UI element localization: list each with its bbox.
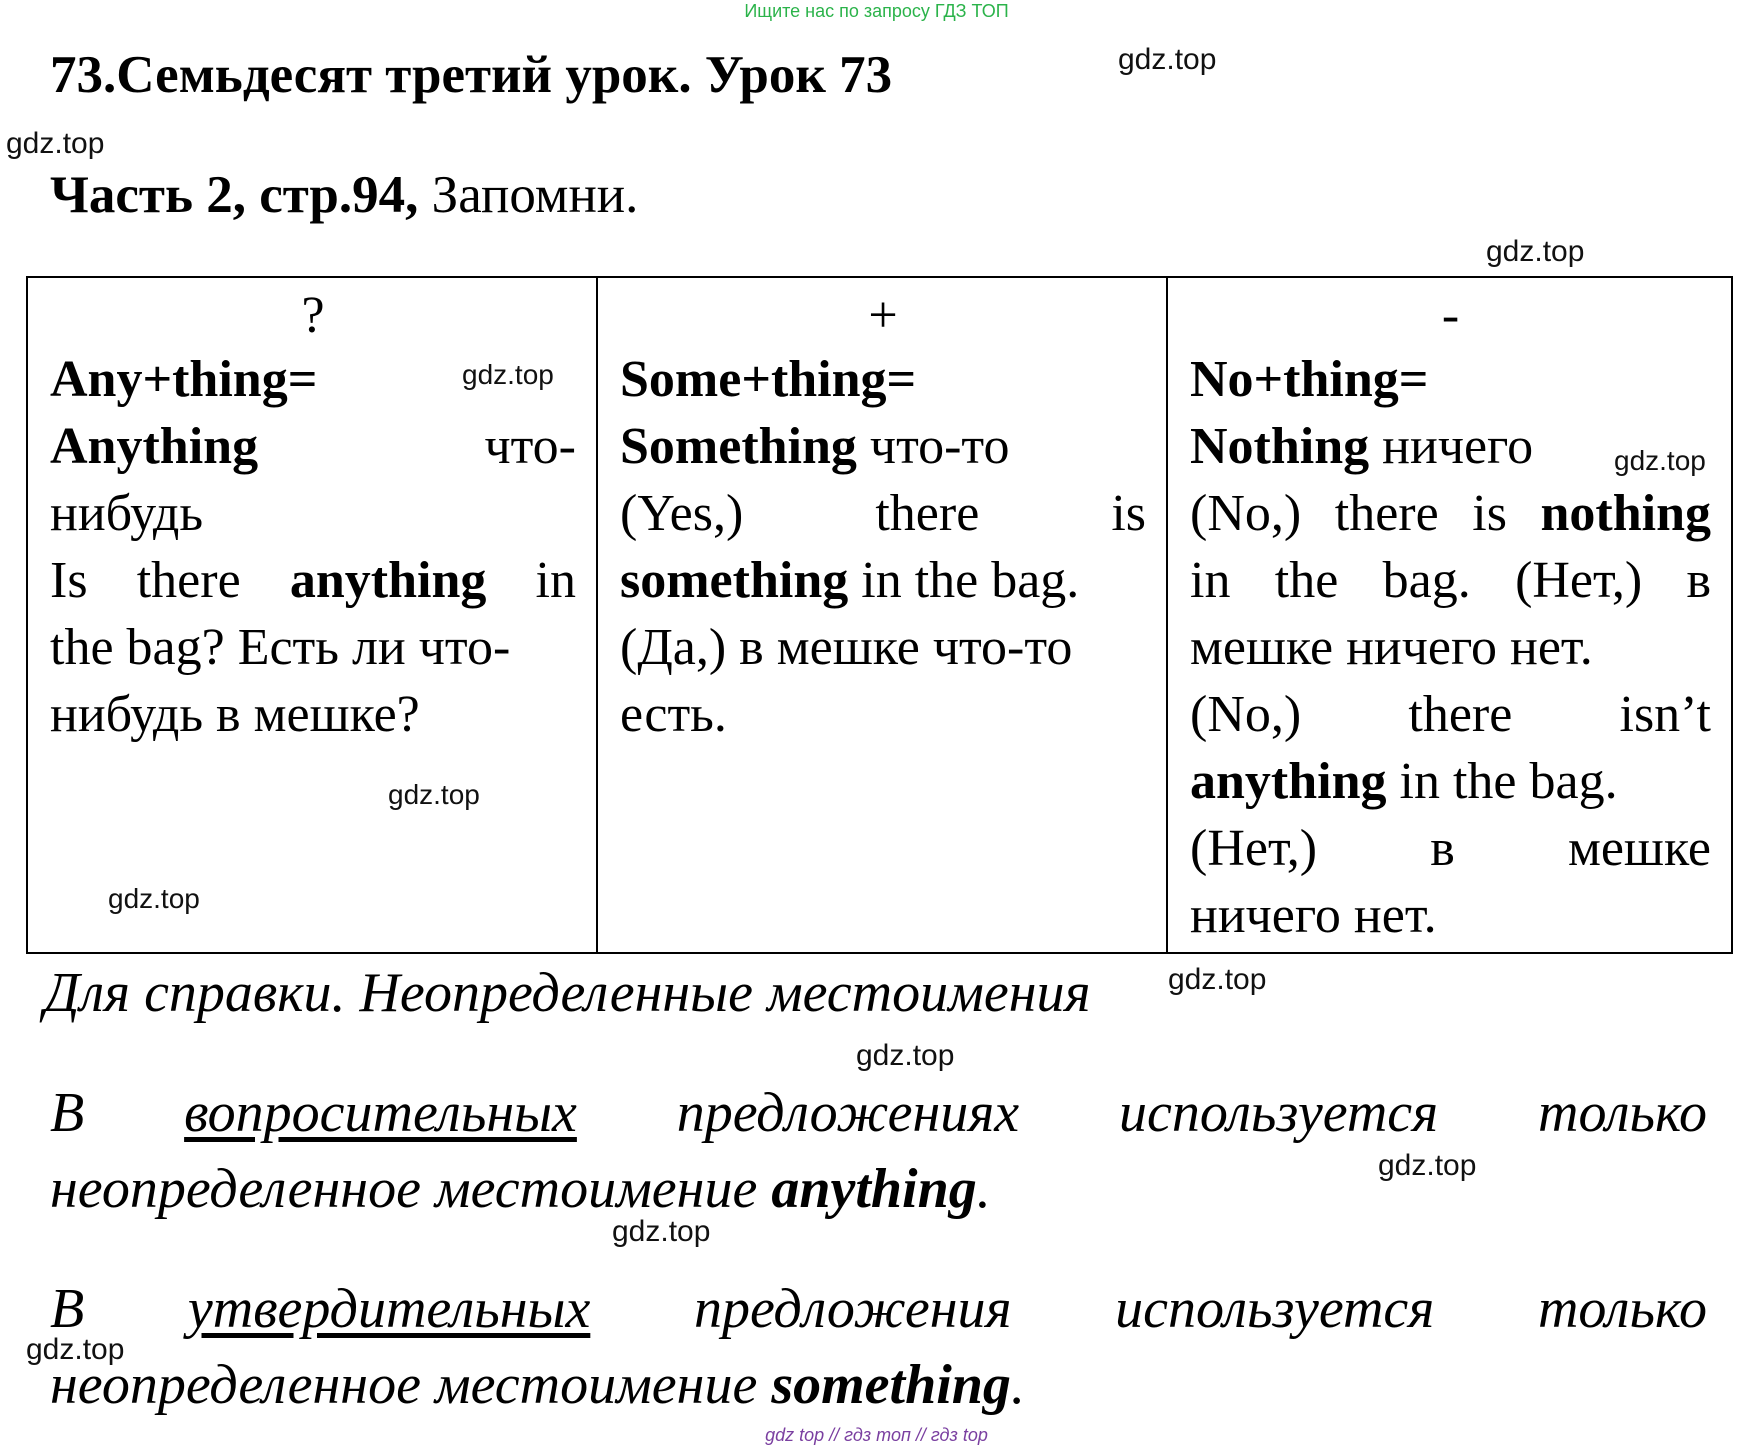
anything-translation-b: нибудь [50,485,204,542]
nothing-formula: No+thing= [1190,351,1429,408]
pronoun-table [26,276,1733,954]
affirmative-word: утвердительных [187,1278,591,1340]
watermark: gdz.top [1486,235,1585,268]
minus-symbol: - [1441,287,1460,344]
anything-formula: Any+thing= [50,351,318,408]
bottom-banner: gdz top // гдз топ // гдз top [765,1425,988,1445]
question-column [27,277,597,953]
nothing-example-line4: (No,) there isn’t [1190,686,1712,743]
plus-symbol: + [868,287,898,344]
remember-label: Запомни. [418,166,639,224]
rule2-line2: неопределенное местоимение something. [50,1354,1025,1416]
top-banner: Ищите нас по запросу ГДЗ ТОП [744,1,1009,21]
watermark: gdz.top [462,359,554,390]
watermark: gdz.top [6,127,105,160]
positive-column [597,277,1167,953]
part-page-bold: Часть 2, стр.94, [50,166,419,224]
anything-translation-a: что- [484,418,576,475]
watermark: gdz.top [388,779,480,810]
something-example-line2: something in the bag. [620,552,1080,609]
nothing-example-line6: (Нет,) в мешке [1190,820,1712,877]
watermark: gdz.top [612,1215,711,1248]
watermark: gdz.top [108,883,200,914]
nothing-example-line7: ничего нет. [1190,887,1437,944]
something-translation: что-то [856,418,1010,475]
nothing-translation: ничего [1369,418,1534,475]
interrogative-word: вопросительных [184,1082,577,1144]
something-keyword: something [771,1354,1011,1416]
something-example-line3: (Да,) в мешке что-то [620,619,1073,676]
watermark: gdz.top [1118,43,1217,76]
watermark: gdz.top [1614,445,1706,476]
watermark: gdz.top [26,1333,125,1366]
rule1-line1: В вопросительных предложениях используется только [50,1082,1708,1144]
nothing-example-line2: in the bag. (Нет,) в [1190,552,1712,609]
watermark: gdz.top [1378,1149,1477,1182]
watermark: gdz.top [856,1039,955,1072]
part-page-line [50,160,638,230]
nothing-word: Nothing [1190,418,1370,475]
question-symbol: ? [301,287,325,344]
something-formula: Some+thing= [620,351,917,408]
something-example-line1: (Yes,) there is [620,485,1147,542]
nothing-example-line1: (No,) there is nothing [1190,485,1712,542]
anything-word: Anything [50,418,259,475]
nothing-example-line5: anything in the bag. [1190,753,1618,810]
negative-column [1167,277,1732,953]
lesson-title: 73.Семьдесят третий урок. Урок 73 [50,46,893,104]
rule1-line2: неопределенное местоимение anything. [50,1158,991,1220]
reference-heading: Для справки. Неопределенные местоимения [44,962,1091,1024]
something-example-line4: есть. [620,686,727,743]
something-word: Something [620,418,857,475]
anything-keyword: anything [771,1158,977,1220]
nothing-example-line3: мешке ничего нет. [1190,619,1593,676]
watermark: gdz.top [1168,963,1267,996]
anything-example-line2: the bag? Есть ли что- [50,619,511,676]
rule2-line1: В утвердительных предложения используется только [50,1278,1707,1340]
anything-example-line1: Is there anything in [50,552,576,609]
anything-example-line3: нибудь в мешке? [50,686,420,743]
